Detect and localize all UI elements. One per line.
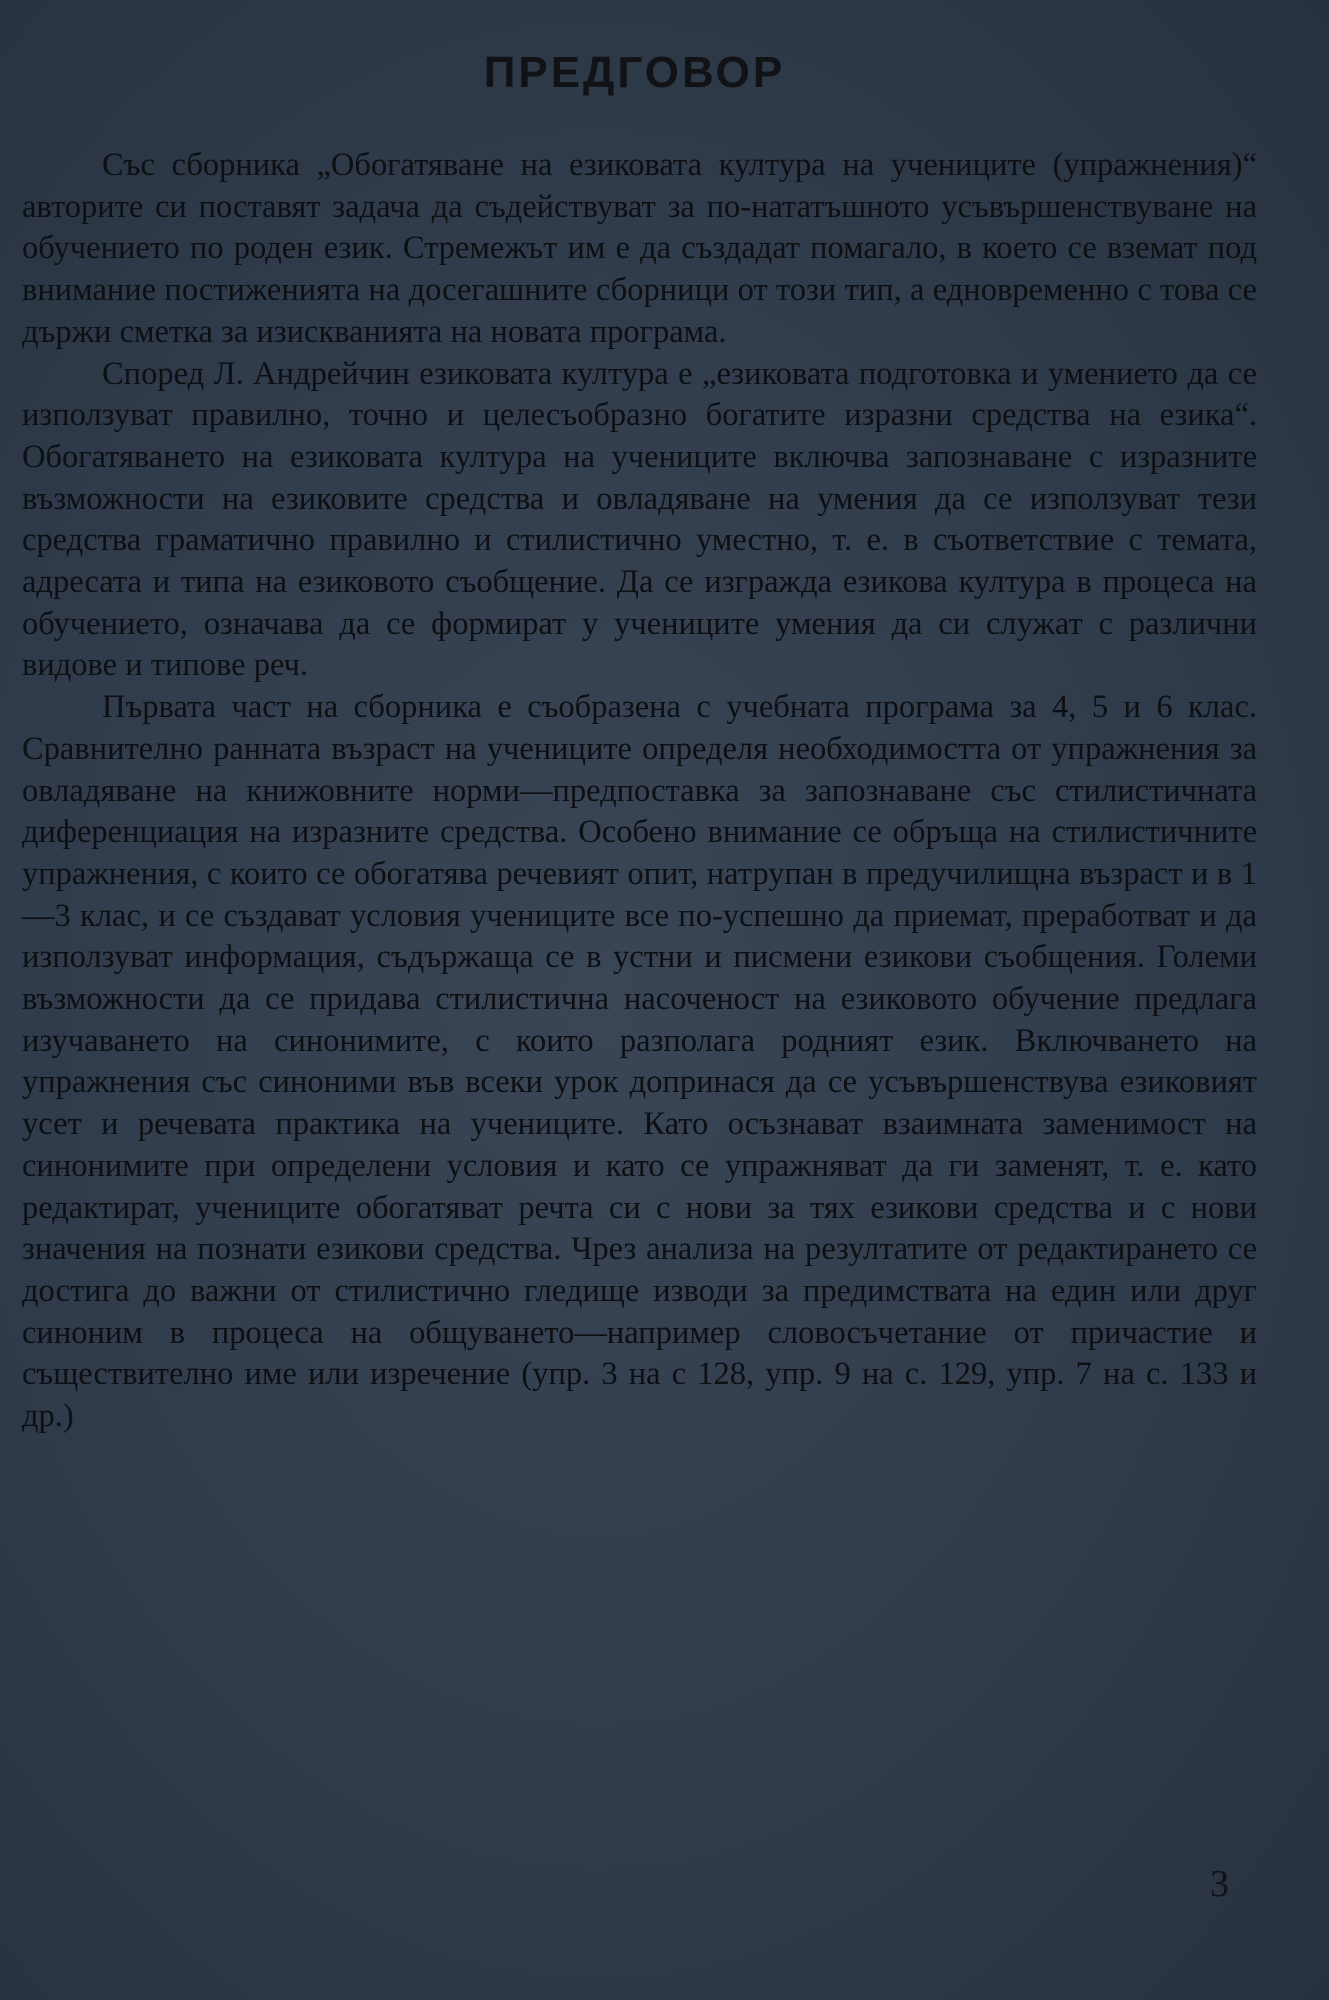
preface-body <box>22 145 1257 1438</box>
paragraph-2: Според Л. Андрейчин езиковата култура е „езиковата подготовка и умението да се използуват правилно, точно и целесъобразно богатите изразни средства на езика“. Обогатяването на езиковата култура на учениците включва запознаване с изразните възможности на езиковите средства и овладяване на умения да се използуват тези средства граматично правилно и стилистично уместно, т. е. в съответствие с темата, адресата и типа на езиковото съобщение. Да се изгражда езикова култура в процеса на обучението, означава да се формират у учениците умения да си служат с различни видове и типове реч. <box>22 355 1257 684</box>
page-title: ПРЕДГОВОР <box>483 48 786 97</box>
page-number: 3 <box>1210 1863 1229 1905</box>
paragraph-3: Първата част на сборника е съобразена с учебната програма за 4, 5 и 6 клас. Сравнително ранната възраст на учениците определя необходимостта от упражнения за овладяване на книжовните норми—предпоставка за запознаване със стилистичната диференциация на изразните средства. Особено внимание се обръща на стилистичните упражнения, с които се обогатява речевият опит, натрупан в предучилищна възраст и в 1—3 клас, и се създават условия учениците все по-успешно да приемат, преработват и да използуват информация, съдържаща се в устни и писмени езикови съобщения. Големи възможности да се придава стилистична насоченост на езиковото обучение предлага изучаването на синонимите, с които разполага родният език. Включването на упражнения със синоними във всеки урок допринася да се усъвършенствува езиковият усет и речевата практика на учениците. Като осъзнават взаимната заменимост на синонимите при определени условия и като се упражняват да ги заменят, т. е. като редактират, учениците обогатяват речта си с нови за тях езикови средства и с нови значения на познати езикови средства. Чрез анализа на резултатите от редактирането се достига до важни от стилистично гледище изводи за предимствата на един или друг синоним в процеса на общуването—например словосъчетание от причастие и съществително име или изречение (упр. 3 на с 128, упр. 9 на с. 129, упр. 7 на с. 133 и др.) <box>22 689 1257 1435</box>
paragraph-1: Със сборника „Обогатяване на езиковата култура на учениците (упражнения)“ авторите си поставят задача да съдействуват за по-нататъшното усъвършенствуване на обучението по роден език. Стремежът им е да създадат помагало, в което се вземат под внимание постиженията на досегашните сборници от този тип, а едновременно с това се държи сметка за изискванията на новата програма. <box>22 147 1257 350</box>
